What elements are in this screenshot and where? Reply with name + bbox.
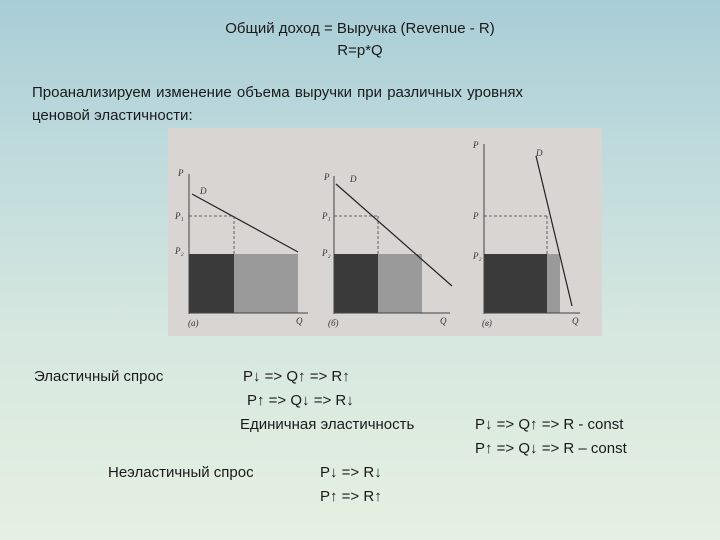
inelastic-rule-2: P↑ => R↑: [320, 488, 382, 505]
panel-c-p1-label: P: [473, 211, 479, 221]
panel-b: [321, 172, 452, 328]
panel-b-light-rect: [378, 254, 422, 313]
panel-b-p2-label: P₂: [322, 248, 331, 258]
panel-c-dark-rect: [484, 254, 547, 313]
panel-a-p1-label: P₁: [175, 211, 184, 221]
elastic-demand-label: Эластичный спрос: [34, 368, 164, 385]
demand-revenue-figure: [168, 128, 602, 336]
intro-text-line2: ценовой эластичности:: [32, 107, 193, 124]
panel-c-light-rect: [547, 254, 560, 313]
inelastic-rule-1: P↓ => R↓: [320, 464, 382, 481]
panel-a-dark-rect: [189, 254, 234, 313]
elastic-rule-2: P↑ => Q↓ => R↓: [247, 392, 354, 409]
panel-a: [174, 168, 308, 328]
inelastic-demand-label: Неэластичный спрос: [108, 464, 254, 481]
panel-c-caption: (в): [482, 318, 492, 328]
panel-b-p1-label: P₁: [322, 211, 331, 221]
slide-formula: R=p*Q: [337, 42, 383, 59]
unit-elasticity-label: Единичная эластичность: [240, 416, 415, 433]
unit-rule-2: P↑ => Q↓ => R – const: [475, 440, 627, 457]
panel-a-q-label: Q: [296, 316, 303, 326]
panel-c-d-label: D: [536, 148, 543, 158]
panel-b-d-label: D: [350, 174, 357, 184]
slide-title: Общий доход = Выручка (Revenue - R): [225, 20, 495, 37]
panel-a-caption: (a): [188, 318, 199, 328]
panel-a-demand-line: [192, 194, 298, 252]
panel-c-q-label: Q: [572, 316, 579, 326]
panel-b-dark-rect: [334, 254, 378, 313]
panel-b-q-label: Q: [440, 316, 447, 326]
panel-c-p2-label: P₂: [473, 251, 482, 261]
panel-a-p-label: P: [178, 168, 184, 178]
elastic-rule-1: P↓ => Q↑ => R↑: [243, 368, 350, 385]
panel-b-p-label: P: [324, 172, 330, 182]
panel-c: [472, 140, 580, 328]
panel-c-p-label: P: [473, 140, 479, 150]
intro-text-line1: Проанализируем изменение объема выручки при различных уровнях: [32, 84, 523, 101]
panel-a-light-rect: [234, 254, 298, 313]
panel-b-caption: (б): [328, 318, 339, 328]
panel-a-p2-label: P₂: [175, 246, 184, 256]
unit-rule-1: P↓ => Q↑ => R - const: [475, 416, 624, 433]
panel-a-d-label: D: [200, 186, 207, 196]
